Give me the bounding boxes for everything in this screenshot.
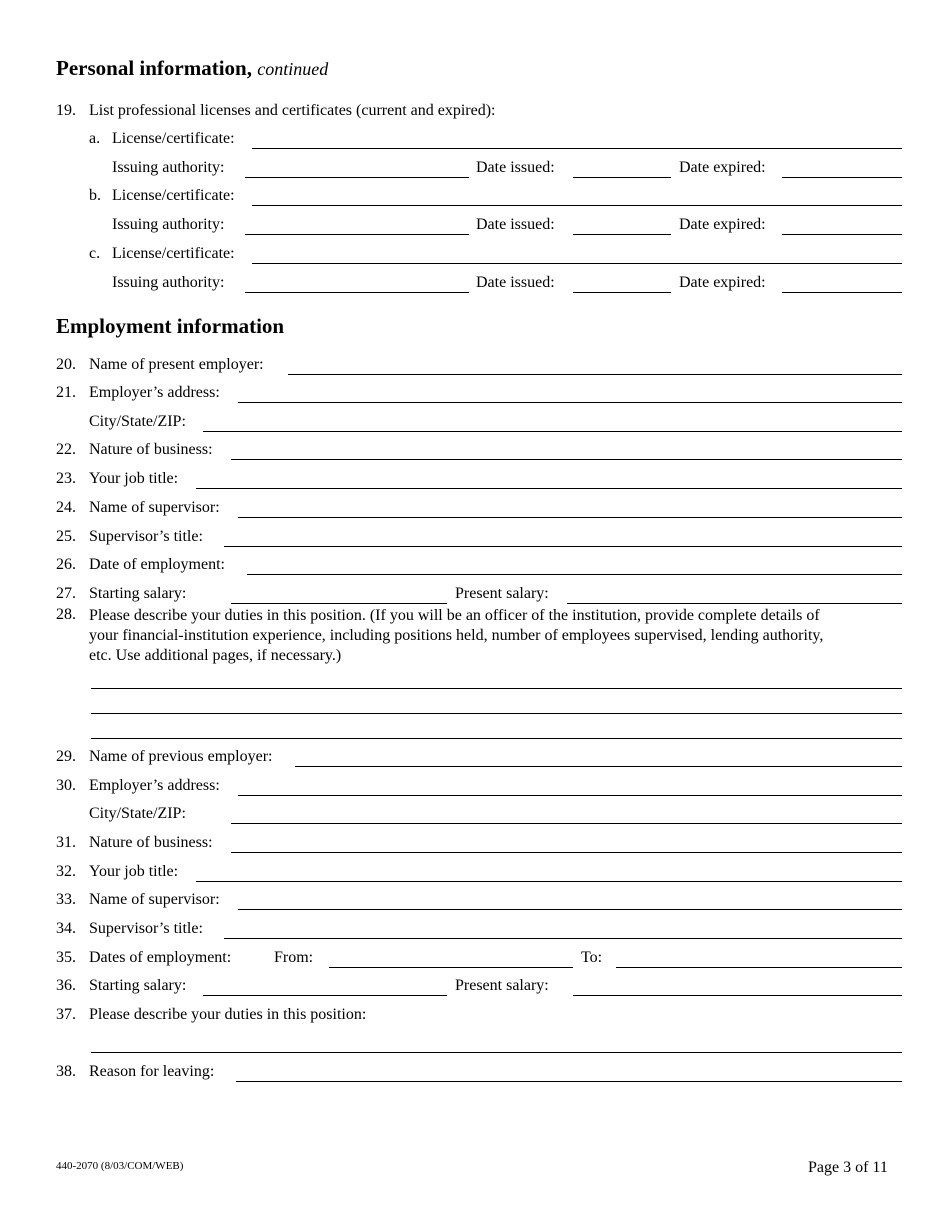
from-date-field[interactable]	[329, 967, 573, 968]
section-heading-employment: Employment information	[56, 314, 285, 338]
prev-supervisor-title-field[interactable]	[224, 938, 902, 939]
form-id: 440-2070 (8/03/COM/WEB)	[56, 1160, 184, 1172]
entry-letter: a.	[89, 130, 101, 147]
expired-label: Date expired:	[679, 274, 766, 291]
from-label: From:	[274, 949, 314, 966]
question-number: 28.	[56, 606, 76, 623]
to-label: To:	[581, 949, 603, 966]
question-number: 25.	[56, 528, 76, 545]
continued-label: continued	[257, 59, 329, 79]
expired-a-field[interactable]	[782, 177, 902, 178]
question-number: 26.	[56, 556, 76, 573]
section-heading-personal: Personal information, continued	[56, 56, 329, 80]
previous-employer-field[interactable]	[295, 766, 902, 767]
license-a-field[interactable]	[252, 148, 902, 149]
issued-b-field[interactable]	[573, 234, 671, 235]
prev-duties-field[interactable]	[91, 1052, 902, 1053]
previous-employer-label: Name of previous employer:	[89, 748, 273, 765]
question-number: 19.	[56, 102, 76, 119]
license-label: License/certificate:	[112, 245, 235, 262]
starting-salary-label: Starting salary:	[89, 585, 187, 602]
prev-employer-address-label: Employer’s address:	[89, 777, 220, 794]
expired-label: Date expired:	[679, 159, 766, 176]
question-number: 27.	[56, 585, 76, 602]
question-number: 32.	[56, 863, 76, 880]
supervisor-title-field[interactable]	[224, 546, 902, 547]
reason-for-leaving-field[interactable]	[236, 1081, 902, 1082]
expired-b-field[interactable]	[782, 234, 902, 235]
city-state-zip-field[interactable]	[203, 431, 902, 432]
license-label: License/certificate:	[112, 130, 235, 147]
authority-a-field[interactable]	[245, 177, 469, 178]
authority-label: Issuing authority:	[112, 159, 225, 176]
employer-address-label: Employer’s address:	[89, 384, 220, 401]
present-employer-field[interactable]	[288, 374, 902, 375]
present-employer-label: Name of present employer:	[89, 356, 264, 373]
prev-starting-salary-field[interactable]	[203, 995, 447, 996]
license-c-field[interactable]	[252, 263, 902, 264]
prev-starting-salary-label: Starting salary:	[89, 977, 187, 994]
prev-present-salary-label: Present salary:	[455, 977, 549, 994]
question-number: 37.	[56, 1006, 76, 1023]
prev-present-salary-field[interactable]	[573, 995, 902, 996]
question-number: 23.	[56, 470, 76, 487]
prev-supervisor-name-label: Name of supervisor:	[89, 891, 220, 908]
expired-c-field[interactable]	[782, 292, 902, 293]
question-number: 30.	[56, 777, 76, 794]
supervisor-title-label: Supervisor’s title:	[89, 528, 203, 545]
expired-label: Date expired:	[679, 216, 766, 233]
prev-nature-of-business-label: Nature of business:	[89, 834, 213, 851]
question-19-text: List professional licenses and certificates (current and expired):	[89, 102, 496, 119]
entry-letter: b.	[89, 187, 101, 204]
prev-job-title-label: Your job title:	[89, 863, 179, 880]
duties-line-3[interactable]	[91, 738, 902, 739]
question-number: 29.	[56, 748, 76, 765]
date-of-employment-field[interactable]	[247, 574, 902, 575]
prev-city-state-zip-label: City/State/ZIP:	[89, 805, 186, 822]
reason-for-leaving-label: Reason for leaving:	[89, 1063, 215, 1080]
supervisor-name-label: Name of supervisor:	[89, 499, 220, 516]
dates-of-employment-label: Dates of employment:	[89, 949, 232, 966]
prev-job-title-field[interactable]	[196, 881, 902, 882]
job-title-field[interactable]	[196, 488, 902, 489]
question-number: 22.	[56, 441, 76, 458]
question-number: 36.	[56, 977, 76, 994]
prev-duties-label: Please describe your duties in this position:	[89, 1006, 367, 1023]
issued-a-field[interactable]	[573, 177, 671, 178]
city-state-zip-label: City/State/ZIP:	[89, 413, 186, 430]
issued-label: Date issued:	[476, 159, 555, 176]
page-number: Page 3 of 11	[808, 1159, 888, 1176]
starting-salary-field[interactable]	[231, 603, 447, 604]
question-number: 34.	[56, 920, 76, 937]
question-number: 21.	[56, 384, 76, 401]
license-label: License/certificate:	[112, 187, 235, 204]
prev-nature-of-business-field[interactable]	[231, 852, 902, 853]
prev-city-state-zip-field[interactable]	[231, 823, 902, 824]
duties-description-label: Please describe your duties in this position. (If you will be an officer of the institution, provide complete details of your financial-institution experience, including positions held, number of employees supervised, lending authority, etc. Use additional pages, if necessary.)	[89, 607, 824, 664]
nature-of-business-label: Nature of business:	[89, 441, 213, 458]
authority-label: Issuing authority:	[112, 216, 225, 233]
license-b-field[interactable]	[252, 205, 902, 206]
present-salary-label: Present salary:	[455, 585, 549, 602]
authority-c-field[interactable]	[245, 292, 469, 293]
question-number: 31.	[56, 834, 76, 851]
issued-label: Date issued:	[476, 274, 555, 291]
supervisor-name-field[interactable]	[238, 517, 902, 518]
authority-b-field[interactable]	[245, 234, 469, 235]
duties-line-1[interactable]	[91, 688, 902, 689]
question-number: 35.	[56, 949, 76, 966]
question-number: 24.	[56, 499, 76, 516]
present-salary-field[interactable]	[567, 603, 902, 604]
authority-label: Issuing authority:	[112, 274, 225, 291]
prev-supervisor-title-label: Supervisor’s title:	[89, 920, 203, 937]
job-title-label: Your job title:	[89, 470, 179, 487]
question-number: 38.	[56, 1063, 76, 1080]
nature-of-business-field[interactable]	[231, 459, 902, 460]
date-of-employment-label: Date of employment:	[89, 556, 225, 573]
question-number: 33.	[56, 891, 76, 908]
prev-supervisor-name-field[interactable]	[238, 909, 902, 910]
entry-letter: c.	[89, 245, 101, 262]
to-date-field[interactable]	[616, 967, 902, 968]
duties-line-2[interactable]	[91, 713, 902, 714]
issued-label: Date issued:	[476, 216, 555, 233]
question-number: 20.	[56, 356, 76, 373]
prev-employer-address-field[interactable]	[238, 795, 902, 796]
employer-address-field[interactable]	[238, 402, 902, 403]
issued-c-field[interactable]	[573, 292, 671, 293]
